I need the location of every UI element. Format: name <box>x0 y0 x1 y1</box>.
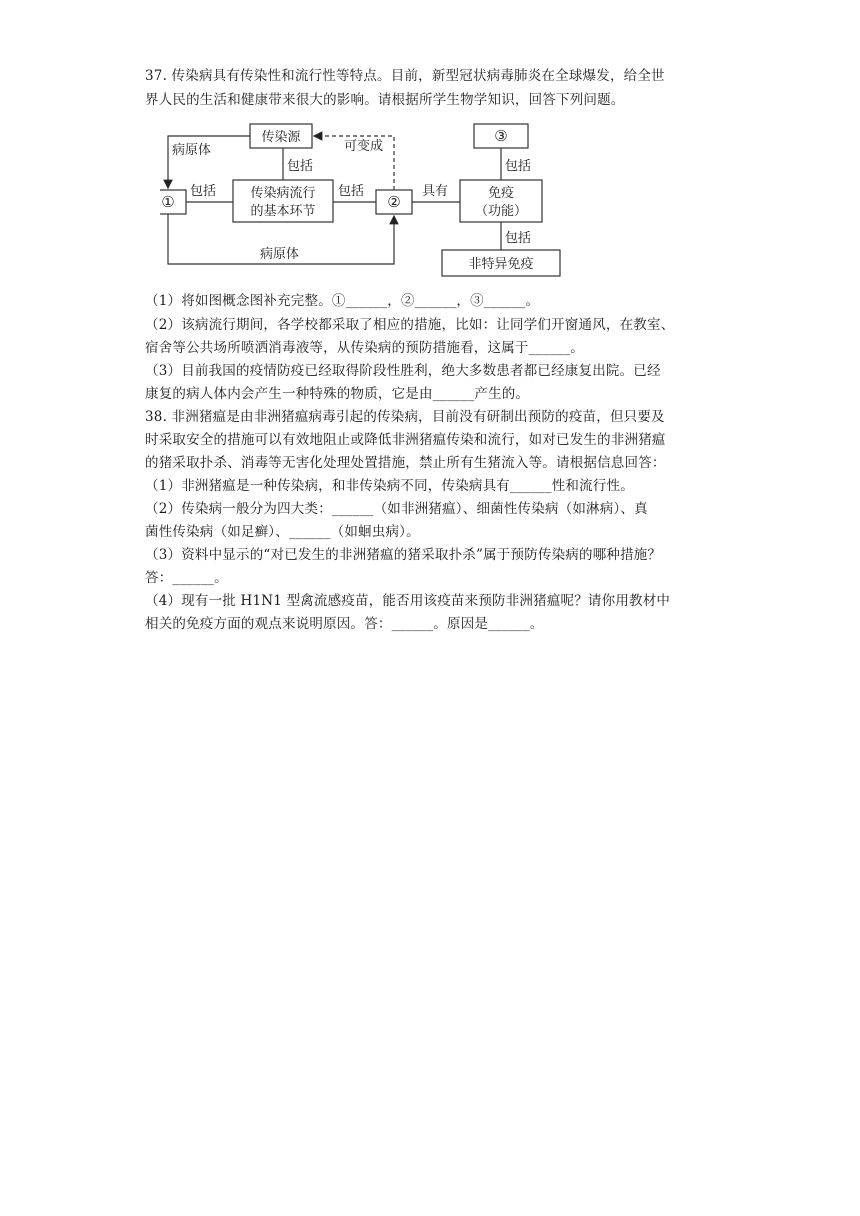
q38-sub2-line1: （2）传染病一般分为四大类：______（如非洲猪瘟）、细菌性传染病（如淋病）、真 <box>145 501 648 517</box>
q38-intro-line1: 38. 非洲猪瘟是由非洲猪瘟病毒引起的传染病，目前没有研制出预防的疫苗，但只要及 <box>145 409 665 425</box>
q37-sub2-line2: 宿舍等公共场所喷洒消毒液等，从传染病的预防措施看，这属于______。 <box>145 340 584 356</box>
box-blank-three-text: ③ <box>494 127 508 145</box>
q37-sub2-line1: （2）该病流行期间，各学校都采取了相应的措施，比如：让同学们开窗通风，在教室、 <box>145 317 675 333</box>
q37-sub1: （1）将如图概念图补充完整。①______，②______，③______。 <box>145 293 540 309</box>
label-can-become: 可变成 <box>344 139 384 154</box>
label-include-three: 包括 <box>505 159 532 174</box>
q37-sub3-line1: （3）目前我国的疫情防疫已经取得阶段性胜利，绝大多数患者都已经康复出院。已经 <box>145 363 661 379</box>
q37-sub3-line2: 康复的病人体内会产生一种特殊的物质，它是由______产生的。 <box>145 386 530 402</box>
label-include-left: 包括 <box>190 184 217 199</box>
box-basic-links-line2: 的基本环节 <box>250 204 316 219</box>
q38-intro-line2: 时采取安全的措施可以有效地阻止或降低非洲猪瘟传染和流行，如对已发生的非洲猪瘟 <box>145 432 666 448</box>
label-have: 具有 <box>422 184 449 199</box>
q38-sub4-line2: 相关的免疫方面的观点来说明原因。答：______。原因是______。 <box>145 616 544 632</box>
label-include-source: 包括 <box>287 159 314 174</box>
q38-intro-line3: 的猪采取扑杀、消毒等无害化处理处置措施，禁止所有生猪流入等。请根据信息回答： <box>145 455 666 471</box>
label-pathogen-top: 病原体 <box>172 143 212 158</box>
label-include-mid: 包括 <box>338 184 365 199</box>
box-basic-links-line1: 传染病流行 <box>250 186 316 201</box>
concept-map-diagram <box>160 118 570 280</box>
box-blank-one-text: ① <box>161 193 175 211</box>
q38-sub3-line1: （3）资料中显示的“对已发生的非洲猪瘟的猪采取扑杀”属于预防传染病的哪种措施？ <box>145 547 662 563</box>
q37-intro-line2: 界人民的生活和健康带来很大的影响。请根据所学生物学知识，回答下列问题。 <box>145 92 625 108</box>
label-pathogen-bottom: 病原体 <box>260 247 300 262</box>
box-immunity-line2: （功能） <box>474 204 528 219</box>
box-nonspecific-immunity-text: 非特异免疫 <box>468 257 534 272</box>
label-include-nonspecific: 包括 <box>505 231 532 246</box>
q38-sub3-line2: 答：______。 <box>145 570 228 586</box>
box-blank-two-text: ② <box>387 193 401 211</box>
box-infection-source-text: 传染源 <box>261 130 301 145</box>
q38-sub4-line1: （4）现有一批 H1N1 型禽流感疫苗，能否用该疫苗来预防非洲猪瘟呢？请你用教材中 <box>145 593 671 609</box>
box-immunity-line1: 免疫 <box>487 186 515 201</box>
q38-sub1: （1）非洲猪瘟是一种传染病，和非传染病不同，传染病具有______性和流行性。 <box>145 478 634 494</box>
q38-sub2-line2: 菌性传染病（如足癣）、______（如蛔虫病）。 <box>145 524 420 540</box>
q37-intro-line1: 37. 传染病具有传染性和流行性等特点。目前，新型冠状病毒肺炎在全球爆发，给全世 <box>145 68 665 84</box>
